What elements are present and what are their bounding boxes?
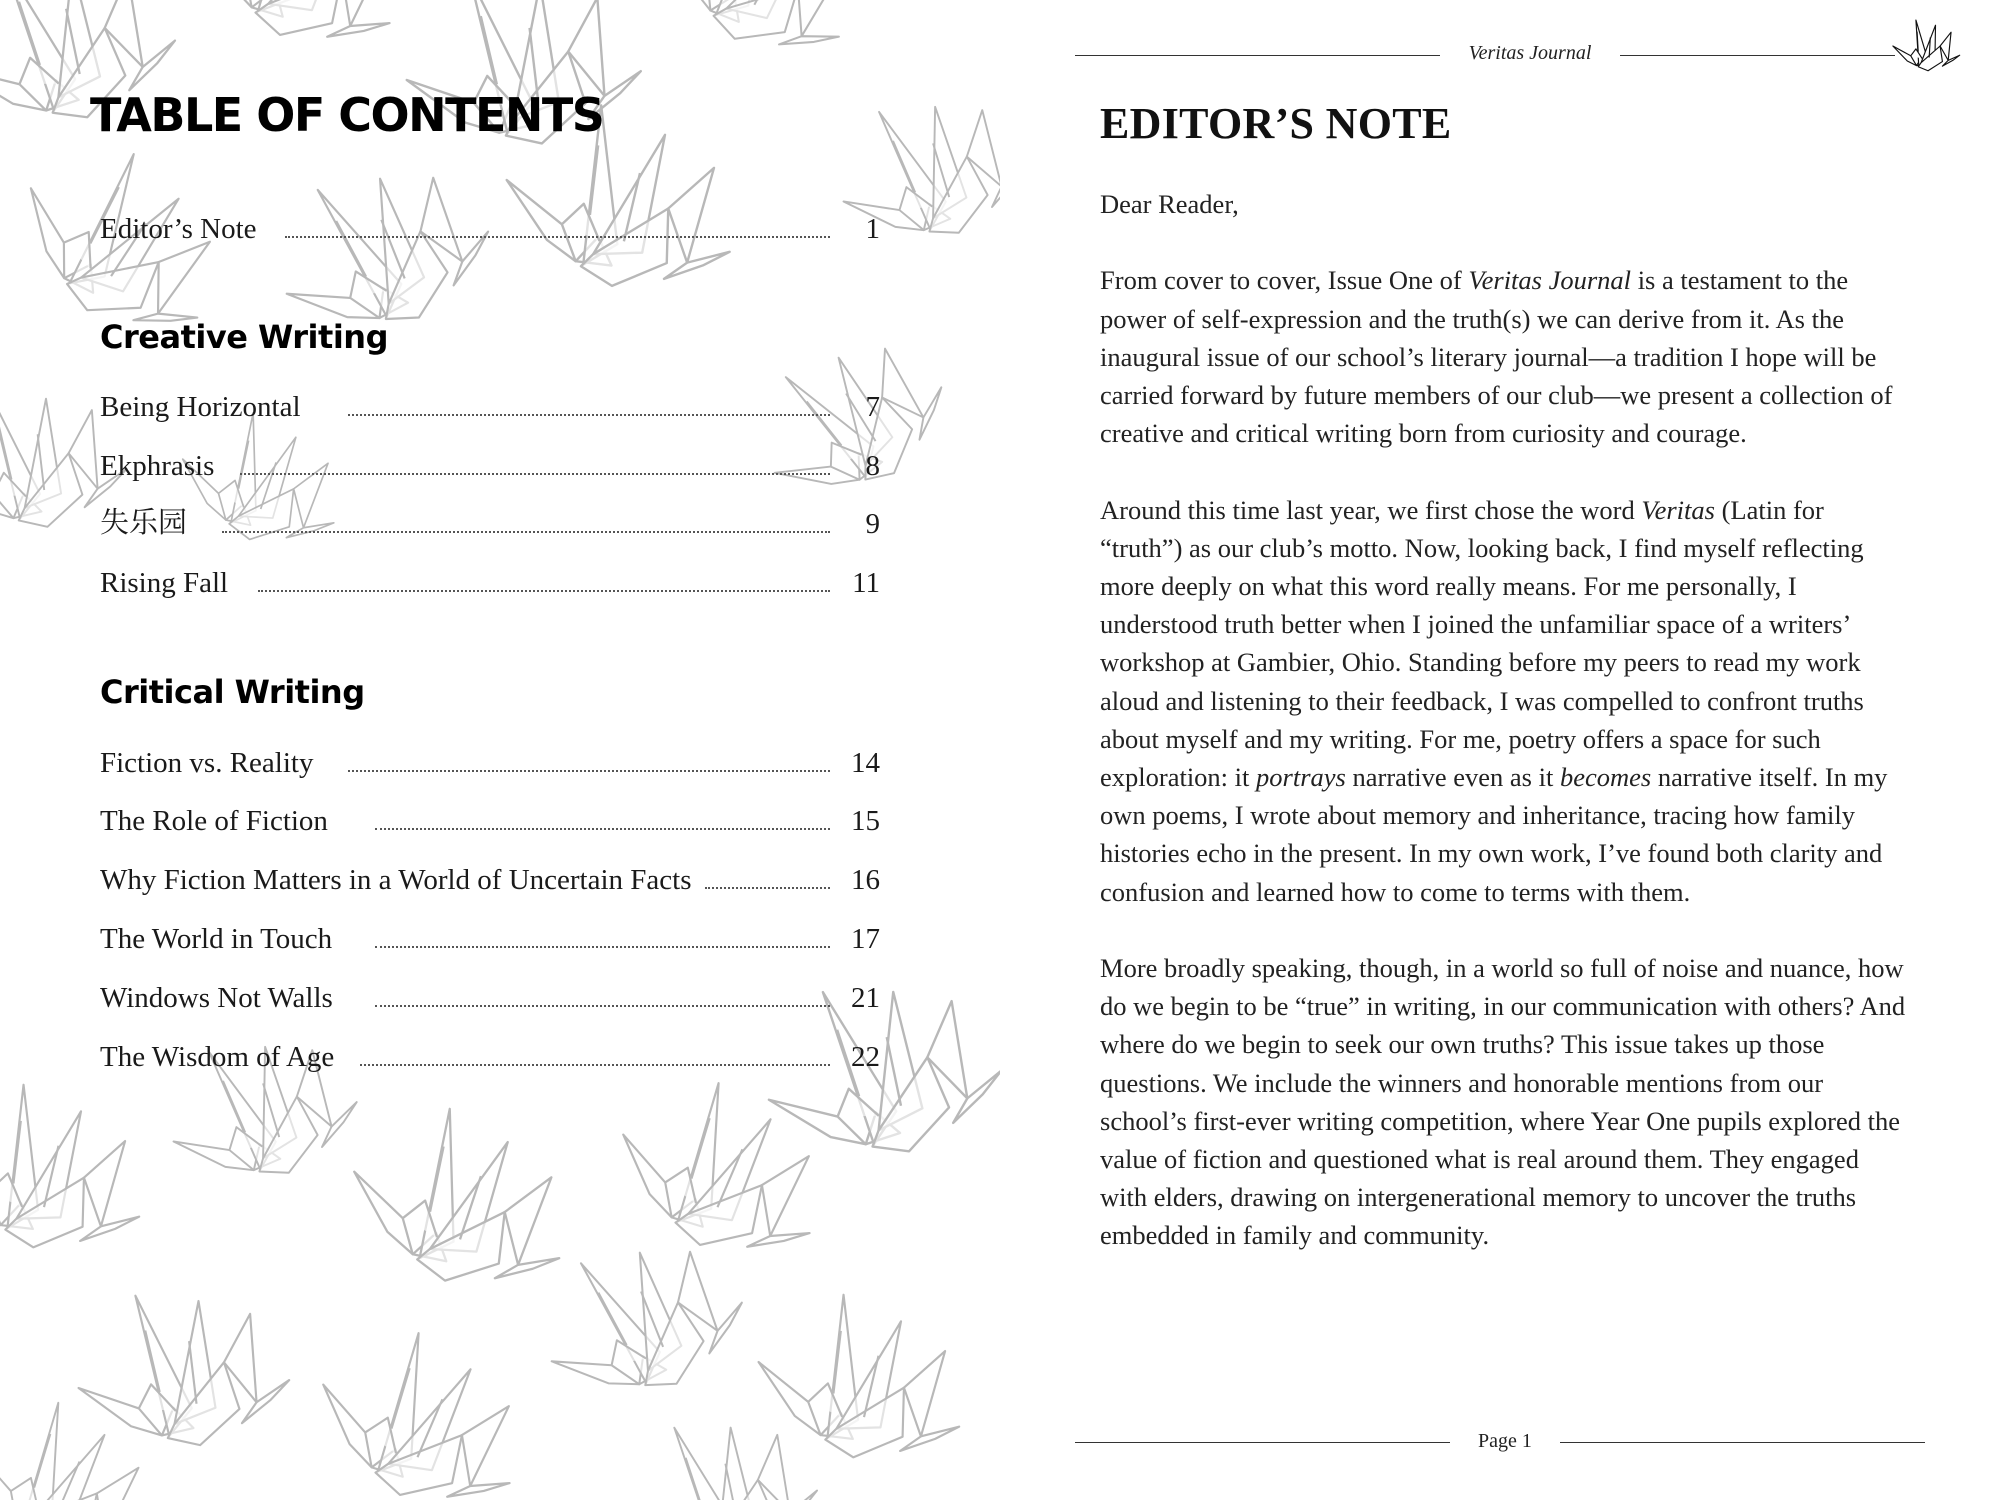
- toc-leader-dots: [375, 1005, 830, 1007]
- paragraph-text: narrative itself. In my own poems, I wrote about memory and inheritance, tracing how family histories echo in the present. In my own work, I’ve found both clarity and confusion and learned how to come to terms with them.: [1100, 762, 1888, 907]
- paragraph-text: narrative even as it: [1345, 762, 1560, 793]
- toc-entry-label: 失乐园: [100, 507, 188, 539]
- toc-entry-label: The World in Touch: [100, 923, 333, 955]
- page-number: Page 1: [1478, 1430, 1532, 1452]
- toc-leader-dots: [240, 473, 830, 475]
- toc-entry-label: Fiction vs. Reality: [100, 747, 314, 779]
- toc-entry-page: 15: [851, 805, 880, 837]
- toc-entry[interactable]: [100, 562, 880, 606]
- italic-text: becomes: [1559, 762, 1652, 793]
- paper-crane-icon: [0, 1062, 166, 1278]
- toc-entry[interactable]: [100, 977, 880, 1021]
- toc-section-heading: Critical Writing: [100, 673, 365, 711]
- toc-leader-dots: [258, 590, 830, 592]
- toc-entry-label: Editor’s Note: [100, 213, 257, 245]
- editor-note-paragraph: [1100, 949, 1910, 1255]
- toc-entry[interactable]: [100, 742, 880, 786]
- toc-entry[interactable]: [100, 859, 880, 903]
- editor-note-paragraph: [1100, 491, 1910, 911]
- paragraph-text: (Latin for “truth”) as our club’s motto. Now, looking back, I find myself reflecting more deeply on what this word really means. For me personally, I understood truth better when I joined the unfamiliar space of a writers’ workshop at Gambier, Ohio. Standing before my peers to read my work aloud and listening to their feedback, I was compelled to confront truths about myself and my writing. For me, poetry offers a space for such exploration: it: [1100, 494, 1864, 793]
- toc-entry-page: 1: [865, 213, 880, 245]
- toc-entry-page: 11: [852, 567, 880, 599]
- toc-entry-page: 16: [851, 864, 880, 896]
- footer-rule-right: [1560, 1442, 1925, 1443]
- paper-crane-icon: [284, 1297, 557, 1500]
- toc-leader-dots: [360, 1064, 830, 1066]
- toc-entry-page: 22: [851, 1041, 880, 1073]
- toc-section-heading: Creative Writing: [100, 318, 388, 356]
- toc-leader-dots: [222, 531, 830, 533]
- footer-rule-left: [1075, 1442, 1450, 1443]
- toc-leader-dots: [375, 946, 830, 948]
- toc-entry-page: 7: [865, 391, 880, 423]
- toc-entry-page: 21: [851, 982, 880, 1014]
- toc-entry-label: Ekphrasis: [100, 450, 215, 482]
- toc-entry-page: 17: [851, 923, 880, 955]
- italic-text: Veritas: [1641, 494, 1715, 525]
- toc-entry-label: Windows Not Walls: [100, 982, 333, 1014]
- italic-text: Veritas Journal: [1468, 265, 1632, 296]
- paragraph-text: More broadly speaking, though, in a world so full of noise and nuance, how do we begin to be “true” in writing, in our communication with others? And where do we begin to seek our own truths? This issue takes up those questions. We include the winners and honorable mentions from our school’s first-ever writing competition, where Year One pupils explored the value of fiction and questioned what is real around them. They engaged with elders, drawing on intergenerational memory to uncover the truths embedded in family and community.: [1100, 953, 1906, 1251]
- paragraph-text: Dear Reader,: [1100, 189, 1239, 219]
- paper-crane-icon: [1890, 14, 1962, 78]
- toc-entry-page: 14: [851, 747, 880, 779]
- paper-crane-icon: [628, 0, 892, 92]
- toc-entry[interactable]: [100, 445, 880, 489]
- toc-entry[interactable]: [100, 503, 880, 547]
- toc-entry-page: 9: [865, 508, 880, 540]
- editor-note-body: [1100, 185, 1910, 1293]
- toc-leader-dots: [375, 828, 830, 830]
- editor-note-paragraph: [1100, 261, 1910, 452]
- toc-entry-page: 8: [865, 450, 880, 482]
- toc-entry-label: Rising Fall: [100, 567, 229, 599]
- toc-leader-dots: [285, 236, 830, 238]
- header-rule-left: [1075, 55, 1440, 56]
- journal-header: Veritas Journal: [1468, 42, 1592, 64]
- paragraph-text: is a testament to the power of self-expression and the truth(s) we can derive from it. As the inaugural issue of our school’s literary journal—a tradition I hope will be carried forward by future members of our club—we present a collection of creative and critical writing born from curiosity and courage.: [1100, 265, 1893, 449]
- toc-leader-dots: [705, 887, 830, 889]
- toc-entry[interactable]: [100, 918, 880, 962]
- paragraph-text: Around this time last year, we first chose the word: [1100, 494, 1642, 525]
- toc-entry-label: Being Horizontal: [100, 391, 301, 423]
- toc-entry[interactable]: [100, 800, 880, 844]
- toc-entry[interactable]: [100, 386, 880, 430]
- toc-leader-dots: [348, 770, 830, 772]
- toc-entry[interactable]: [100, 1036, 880, 1080]
- toc-leader-dots: [348, 414, 830, 416]
- header-rule-right: [1620, 55, 1895, 56]
- toc-entry[interactable]: [100, 208, 880, 252]
- toc-entry-label: The Wisdom of Age: [100, 1041, 335, 1073]
- editor-note-title: EDITOR’S NOTE: [1100, 99, 1452, 148]
- italic-text: portrays: [1256, 762, 1346, 793]
- toc-title: TABLE OF CONTENTS: [90, 88, 604, 142]
- toc-entry-label: Why Fiction Matters in a World of Uncertain Facts: [100, 864, 692, 896]
- toc-entry-label: The Role of Fiction: [100, 805, 328, 837]
- paragraph-text: From cover to cover, Issue One of: [1100, 265, 1469, 296]
- editor-note-paragraph: [1100, 185, 1910, 223]
